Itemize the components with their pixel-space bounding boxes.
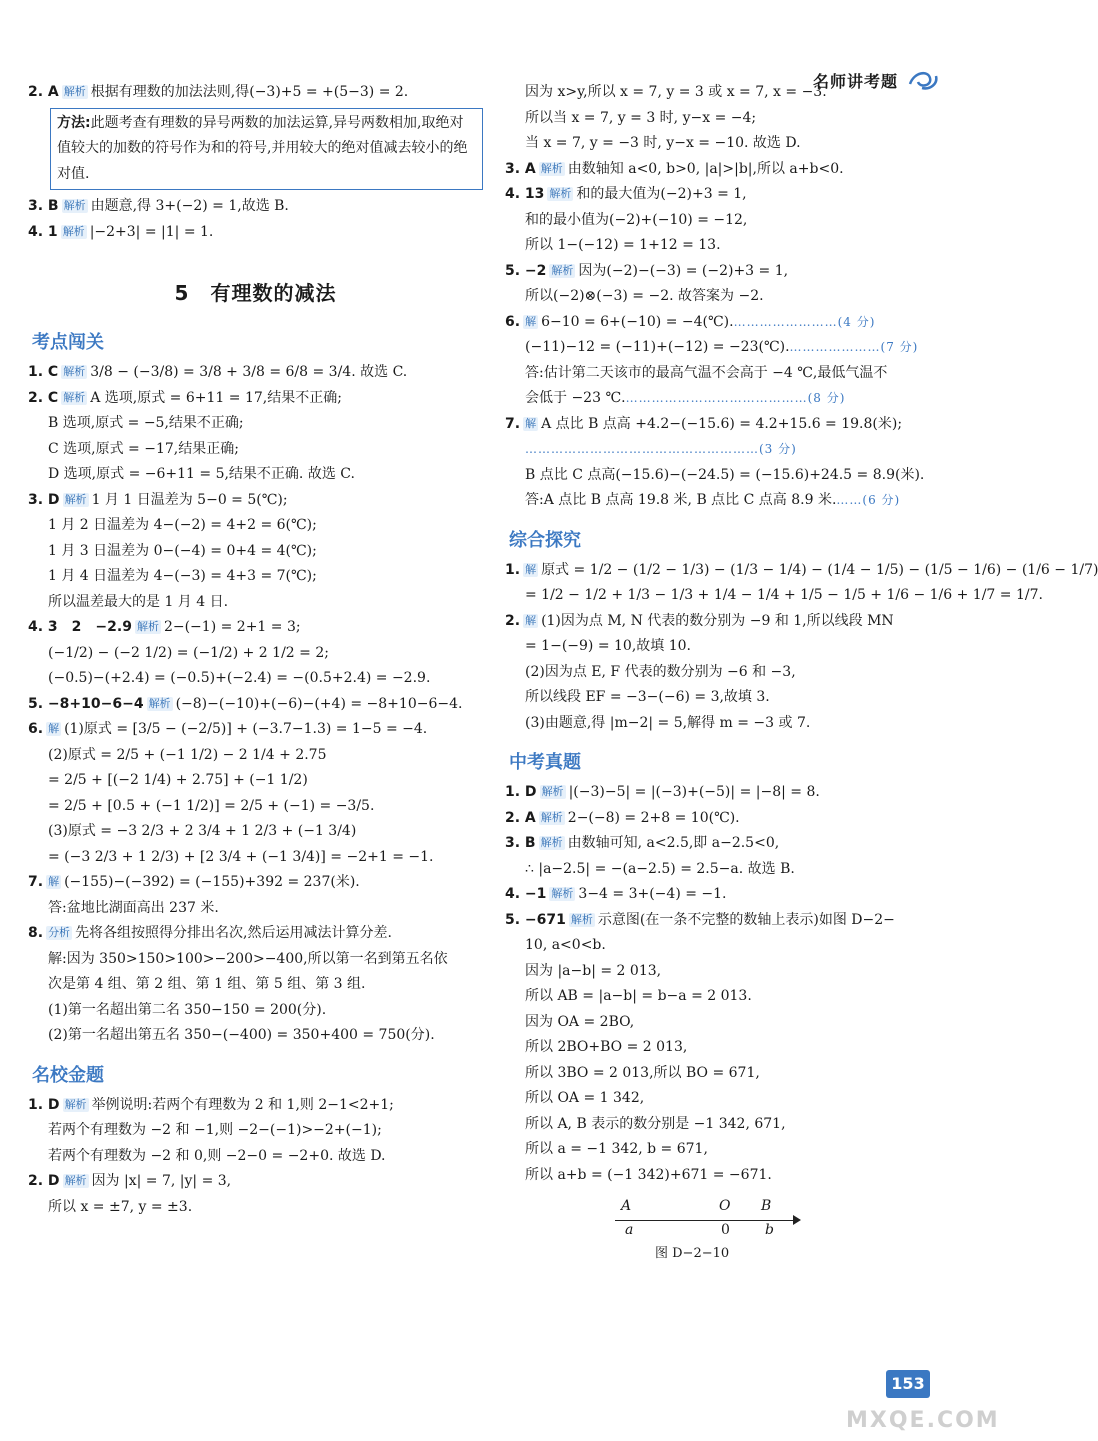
- answer-line: [28, 666, 483, 692]
- answer-line: [28, 794, 483, 820]
- answer-line: [28, 590, 483, 616]
- answer-continuation: 次是第 4 组、第 2 组、第 1 组、第 5 组、第 3 组.: [48, 976, 366, 992]
- question-number: 2.: [505, 612, 521, 629]
- question-number: 7.: [505, 415, 521, 432]
- answer-line: [505, 106, 935, 132]
- answer-line: [505, 933, 935, 959]
- analysis-tag: 解: [525, 314, 537, 328]
- answer-line: [505, 335, 935, 361]
- answer-continuation: 和的最小值为(−2)+(−10) = −12,: [525, 211, 748, 228]
- answer-continuation: 解:因为 350>150>100>−200>−400,所以第一名到第五名依: [48, 950, 448, 967]
- answer-line: [28, 768, 483, 794]
- question-number: 2. D: [28, 1173, 60, 1189]
- answer-continuation: 所以 OA = 1 342,: [525, 1090, 645, 1106]
- answer-text: 由数轴知 a<0, b>0, |a|>|b|,所以 a+b<0.: [567, 160, 844, 177]
- analysis-tag: 解析: [62, 224, 85, 238]
- analysis-tag: 解: [525, 416, 537, 430]
- answer-continuation: 所以当 x = 7, y = 3 时, y−x = −4;: [525, 109, 757, 126]
- answer-line: [505, 80, 935, 106]
- answer-text: 1 月 1 日温差为 5−0 = 5(℃);: [91, 491, 288, 508]
- section-title: 5 有理数的减法: [174, 281, 337, 305]
- answer-line: [505, 157, 935, 183]
- question-number: 5. −671: [505, 911, 566, 928]
- answer-continuation: C 选项,原式 = −17,结果正确;: [48, 440, 239, 457]
- analysis-tag: 解析: [63, 85, 86, 98]
- answer-line: [505, 780, 935, 806]
- analysis-tag: 解析: [570, 912, 593, 926]
- answer-continuation: 10, a<0<b.: [525, 937, 606, 953]
- question-number: 2. A: [28, 84, 59, 100]
- question-number: 5. −8+10−6−4: [28, 695, 144, 712]
- analysis-tag: 解析: [63, 390, 86, 404]
- answer-continuation: 会低于 −23 ℃.: [525, 390, 626, 406]
- answer-line: [28, 845, 483, 871]
- answer-text: 6−10 = 6+(−10) = −4(℃).: [541, 313, 734, 330]
- answer-line: [28, 615, 483, 641]
- answer-text: 2−(−1) = 2+1 = 3;: [163, 619, 301, 635]
- answer-line: [28, 1093, 483, 1119]
- answer-continuation: 答:A 点比 B 点高 19.8 米, B 点比 C 点高 8.9 米.: [525, 492, 837, 508]
- analysis-tag: 解: [525, 613, 537, 627]
- answer-line: [505, 583, 1043, 609]
- answer-text: |−2+3| = |1| = 1.: [89, 223, 214, 240]
- section-head-zonghe: 综合探究: [509, 529, 581, 551]
- answer-line: [505, 882, 935, 908]
- answer-continuation: 当 x = 7, y = −3 时, y−x = −10. 故选 D.: [525, 135, 801, 151]
- answer-line: [505, 386, 935, 412]
- answer-continuation: (−1/2) − (−2 1/2) = (−1/2) + 2 1/2 = 2;: [48, 644, 329, 661]
- analysis-tag: 分析: [48, 926, 71, 939]
- answer-line: [28, 998, 483, 1024]
- answer-line: [28, 437, 483, 463]
- question-number: 4. 13: [505, 186, 545, 202]
- answer-continuation: 所以 1−(−12) = 1+12 = 13.: [525, 237, 721, 253]
- answer-text: 举例说明:若两个有理数为 2 和 1,则 2−1<2+1;: [91, 1096, 394, 1113]
- answer-line: [505, 1112, 935, 1138]
- answer-continuation: (1)第一名超出第二名 350−150 = 200(分).: [48, 1001, 327, 1018]
- answer-line: [28, 1195, 483, 1221]
- answer-line: [28, 717, 483, 743]
- answer-continuation: (−0.5)−(+2.4) = (−0.5)+(−2.4) = −(0.5+2.4) = −2.9.: [48, 670, 431, 686]
- answer-text: 3−4 = 3+(−4) = −1.: [578, 886, 727, 902]
- answer-line: [28, 1023, 483, 1049]
- question-number: 1. D: [505, 784, 537, 800]
- answer-line: [505, 310, 935, 336]
- analysis-tag: 解析: [63, 199, 86, 212]
- answer-text: 先将各组按照得分排出名次,然后运用减法计算分差.: [75, 925, 392, 941]
- answer-line: [505, 1061, 935, 1087]
- answer-line: [28, 539, 483, 565]
- answer-continuation: 所以 3BO = 2 013,所以 BO = 671,: [525, 1064, 760, 1081]
- analysis-tag: 解析: [551, 263, 574, 277]
- section-head-kaodian: 考点闯关: [32, 332, 104, 353]
- answer-continuation: D 选项,原式 = −6+11 = 5,结果不正确. 故选 C.: [48, 466, 355, 482]
- answer-line: [505, 660, 935, 686]
- analysis-tag: 解: [48, 875, 60, 888]
- question-number: 8.: [28, 925, 44, 941]
- answer-continuation: 因为 x>y,所以 x = 7, y = 3 或 x = 7, x = −3.: [525, 84, 827, 100]
- answer-continuation: = (−3 2/3 + 1 2/3) + [2 3/4 + (−1 3/4)] = −2+1 = −1.: [48, 848, 434, 865]
- analysis-tag: 解析: [64, 1174, 87, 1187]
- answer-line: [505, 259, 935, 285]
- analysis-tag: 解析: [64, 492, 87, 506]
- question-number: 1. C: [28, 364, 59, 380]
- answer-line: [505, 711, 935, 737]
- answer-continuation: 所以 A, B 表示的数分别是 −1 342, 671,: [525, 1115, 786, 1132]
- score-points: ……(6 分): [836, 493, 901, 507]
- answer-line: [505, 1035, 935, 1061]
- answer-continuation: = 2/5 + [0.5 + (−1 1/2)] = 2/5 + (−1) = −3/5.: [48, 797, 375, 814]
- answer-continuation: = 1/2 − 1/2 + 1/3 − 1/3 + 1/4 − 1/4 + 1/5 − 1/5 + 1/6 − 1/6 + 1/7 = 1/7.: [525, 587, 1043, 603]
- answer-line: [28, 921, 483, 947]
- answer-text: 因为 |x| = 7, |y| = 3,: [91, 1173, 232, 1189]
- analysis-tag: 解析: [541, 785, 564, 798]
- answer-text: |(−3)−5| = |(−3)+(−5)| = |−8| = 8.: [568, 784, 820, 800]
- brand-title: 名师讲考题: [812, 71, 898, 91]
- watermark: MXQE.COM: [846, 1408, 1000, 1433]
- question-number: 3. D: [28, 491, 60, 508]
- score-points: ………………………………………………(3 分): [525, 442, 797, 456]
- answer-line: [505, 984, 935, 1010]
- answer-line: [28, 819, 483, 845]
- score-points: ……………………(4 分): [733, 314, 876, 329]
- answer-text: (−8)−(−10)+(−6)−(+4) = −8+10−6−4.: [175, 695, 463, 712]
- question-number: 4. −1: [505, 886, 547, 902]
- answer-line: [28, 947, 483, 973]
- answer-line: [28, 462, 483, 488]
- answer-line: [505, 609, 935, 635]
- answer-line: [505, 233, 935, 259]
- section-head-mingxiao: 名校金题: [32, 1064, 104, 1086]
- right-column: [505, 80, 1098, 1261]
- method-label: 方法:: [57, 114, 91, 131]
- left-column: [28, 80, 483, 1220]
- answer-continuation: 所以(−2)⊗(−3) = −2. 故答案为 −2.: [525, 288, 764, 304]
- answer-line: [505, 831, 935, 857]
- answer-text: 因为(−2)−(−3) = (−2)+3 = 1,: [578, 262, 789, 279]
- answer-line: [505, 284, 935, 310]
- question-number: 7.: [28, 874, 44, 890]
- analysis-tag: 解: [48, 722, 60, 735]
- answer-continuation: 所以 a+b = (−1 342)+671 = −671.: [525, 1166, 772, 1183]
- analysis-tag: 解析: [63, 365, 86, 378]
- answer-text: 由数轴可知, a<2.5,即 a−2.5<0,: [567, 835, 780, 851]
- answer-line: [505, 1163, 935, 1189]
- answer-line: [505, 634, 935, 660]
- method-box: [50, 108, 483, 191]
- question-number: 4. 1: [28, 223, 58, 240]
- number-line-figure: [615, 1198, 815, 1261]
- analysis-tag: 解析: [540, 161, 563, 175]
- answer-continuation: (3)原式 = −3 2/3 + 2 3/4 + 1 2/3 + (−1 3/4): [48, 823, 357, 839]
- page-number: 153: [886, 1370, 930, 1398]
- answer-continuation: 若两个有理数为 −2 和 −1,则 −2−(−1)>−2+(−1);: [48, 1122, 382, 1138]
- answer-text: 2−(−8) = 2+8 = 10(℃).: [567, 809, 740, 826]
- answer-line: [505, 558, 1098, 584]
- answer-line: [505, 1086, 935, 1112]
- answer-continuation: = 1−(−9) = 10,故填 10.: [525, 638, 691, 654]
- answer-continuation: 因为 OA = 2BO,: [525, 1013, 635, 1030]
- analysis-tag: 解析: [64, 1097, 87, 1111]
- answer-line: [28, 692, 483, 718]
- answer-line: [28, 641, 483, 667]
- answer-line: [28, 194, 483, 220]
- question-number: 3. B: [505, 835, 536, 851]
- answer-text: 根据有理数的加法法则,得(−3)+5 = +(5−3) = 2.: [90, 84, 409, 100]
- answer-line: [505, 806, 935, 832]
- answer-line: [28, 411, 483, 437]
- answer-continuation: 答:估计第二天该市的最高气温不会高于 −4 ℃,最低气温不: [525, 364, 888, 381]
- answer-line: [28, 220, 483, 246]
- answer-line: [505, 131, 935, 157]
- answer-continuation: 答:盆地比湖面高出 237 米.: [48, 899, 219, 916]
- answer-line: [505, 908, 935, 934]
- answer-continuation: (2)原式 = 2/5 + (−1 1/2) − 2 1/4 + 2.75: [48, 746, 327, 763]
- answer-line: [28, 1118, 483, 1144]
- answer-line: [28, 896, 483, 922]
- answer-line: [28, 743, 483, 769]
- answer-text: 示意图(在一条不完整的数轴上表示)如图 D−2−: [597, 911, 895, 928]
- answer-line: [505, 1010, 935, 1036]
- figure-caption: 图 D−2−10: [655, 1246, 730, 1261]
- answer-continuation: 1 月 3 日温差为 0−(−4) = 0+4 = 4(℃);: [48, 542, 317, 559]
- question-number: 6.: [28, 721, 44, 737]
- answer-line: [28, 1169, 483, 1195]
- question-number: 6.: [505, 313, 521, 330]
- point-label-b-top: B: [761, 1198, 772, 1214]
- answer-continuation: = 2/5 + [(−2 1/4) + 2.75] + (−1 1/2): [48, 772, 308, 788]
- analysis-tag: 解析: [551, 887, 574, 900]
- answer-continuation: 因为 |a−b| = 2 013,: [525, 962, 662, 979]
- question-number: 5. −2: [505, 262, 547, 279]
- answer-continuation: 1 月 4 日温差为 4−(−3) = 4+3 = 7(℃);: [48, 568, 317, 584]
- answer-text: A 点比 B 点高 +4.2−(−15.6) = 4.2+15.6 = 19.8(米);: [541, 415, 903, 432]
- answer-line: [505, 463, 935, 489]
- answer-line: [505, 857, 935, 883]
- number-line-axis: [615, 1220, 795, 1221]
- question-number: 1. D: [28, 1096, 60, 1113]
- question-number: 2. C: [28, 389, 59, 406]
- analysis-tag: 解析: [549, 187, 572, 200]
- answer-line: [28, 488, 483, 514]
- answer-continuation: B 点比 C 点高(−15.6)−(−24.5) = (−15.6)+24.5 = 8.9(米).: [525, 466, 925, 483]
- answer-text: 3/8 − (−3/8) = 3/8 + 3/8 = 6/8 = 3/4. 故选 C.: [90, 364, 408, 380]
- method-text: 此题考查有理数的异号两数的加法运算,异号两数相加,取绝对值较大的加数的符号作为和的符号,并用较大的绝对值减去较小的绝对值.: [57, 114, 468, 182]
- answer-text: 由题意,得 3+(−2) = 1,故选 B.: [90, 198, 289, 214]
- answer-continuation: 所以线段 EF = −3−(−6) = 3,故填 3.: [525, 689, 770, 705]
- answer-line: [28, 513, 483, 539]
- answer-continuation: (2)因为点 E, F 代表的数分别为 −6 和 −3,: [525, 663, 796, 680]
- answer-line: [28, 1144, 483, 1170]
- analysis-tag: 解析: [540, 810, 563, 824]
- answer-continuation: 所以 2BO+BO = 2 013,: [525, 1039, 688, 1055]
- question-number: 4. 3 2 −2.9: [28, 619, 132, 635]
- answer-line: [505, 361, 935, 387]
- answer-continuation: (3)由题意,得 |m−2| = 5,解得 m = −3 或 7.: [525, 714, 811, 731]
- answer-line: [505, 959, 935, 985]
- question-number: 3. A: [505, 160, 536, 177]
- answer-text: 和的最大值为(−2)+3 = 1,: [576, 186, 747, 202]
- analysis-tag: 解: [525, 562, 537, 576]
- answer-line: [28, 564, 483, 590]
- answer-line: [505, 412, 935, 438]
- answer-line: [28, 972, 483, 998]
- answer-line: [28, 360, 483, 386]
- answer-continuation: (2)第一名超出第五名 350−(−400) = 350+400 = 750(分).: [48, 1027, 435, 1043]
- analysis-tag: 解析: [136, 620, 159, 633]
- question-number: 1.: [505, 561, 521, 578]
- arrow-right-icon: [793, 1215, 801, 1225]
- answer-text: A 选项,原式 = 6+11 = 17,结果不正确;: [90, 389, 342, 406]
- point-label-o-top: O: [719, 1198, 731, 1214]
- answer-line: [505, 208, 935, 234]
- point-label-a-bottom: a: [625, 1222, 634, 1238]
- answer-continuation: 所以 AB = |a−b| = b−a = 2 013.: [525, 988, 752, 1004]
- question-number: 2. A: [505, 809, 536, 826]
- answer-line: [505, 488, 935, 514]
- answer-text: (−155)−(−392) = (−155)+392 = 237(米).: [64, 874, 360, 890]
- score-points: …………………(7 分): [789, 340, 919, 354]
- answer-continuation: B 选项,原式 = −5,结果不正确;: [48, 415, 244, 431]
- answer-text: (1)因为点 M, N 代表的数分别为 −9 和 1,所以线段 MN: [541, 612, 894, 629]
- answer-line: [505, 437, 935, 463]
- answer-continuation: 所以温差最大的是 1 月 4 日.: [48, 593, 229, 610]
- answer-continuation: 所以 x = ±7, y = ±3.: [48, 1198, 193, 1215]
- answer-text: (1)原式 = [3/5 − (−2/5)] + (−3.7−1.3) = 1−5 = −4.: [64, 721, 428, 737]
- answer-continuation: ∴ |a−2.5| = −(a−2.5) = 2.5−a. 故选 B.: [525, 860, 795, 877]
- question-number: 3. B: [28, 198, 59, 214]
- answer-text: 原式 = 1/2 − (1/2 − 1/3) − (1/3 − 1/4) − (1/4 − 1/5) − (1/5 − 1/6) − (1/6 − 1/7): [541, 561, 1098, 578]
- answer-continuation: 若两个有理数为 −2 和 0,则 −2−0 = −2+0. 故选 D.: [48, 1147, 386, 1164]
- answer-line: [505, 182, 935, 208]
- answer-line: [28, 80, 483, 106]
- point-label-zero-bottom: 0: [721, 1222, 730, 1238]
- answer-continuation: 1 月 2 日温差为 4−(−2) = 4+2 = 6(℃);: [48, 517, 317, 533]
- point-label-b-bottom: b: [765, 1222, 774, 1238]
- answer-line: [505, 685, 935, 711]
- answer-continuation: 所以 a = −1 342, b = 671,: [525, 1141, 708, 1157]
- answer-line: [505, 1137, 935, 1163]
- section-head-zhongkao: 中考真题: [509, 752, 581, 773]
- analysis-tag: 解析: [148, 696, 171, 710]
- point-label-a-top: A: [621, 1198, 632, 1214]
- analysis-tag: 解析: [540, 836, 563, 849]
- score-points: ……………………………………(8 分): [625, 391, 846, 405]
- answer-line: [28, 386, 483, 412]
- answer-continuation: (−11)−12 = (−11)+(−12) = −23(℃).: [525, 339, 790, 355]
- answer-line: [28, 870, 483, 896]
